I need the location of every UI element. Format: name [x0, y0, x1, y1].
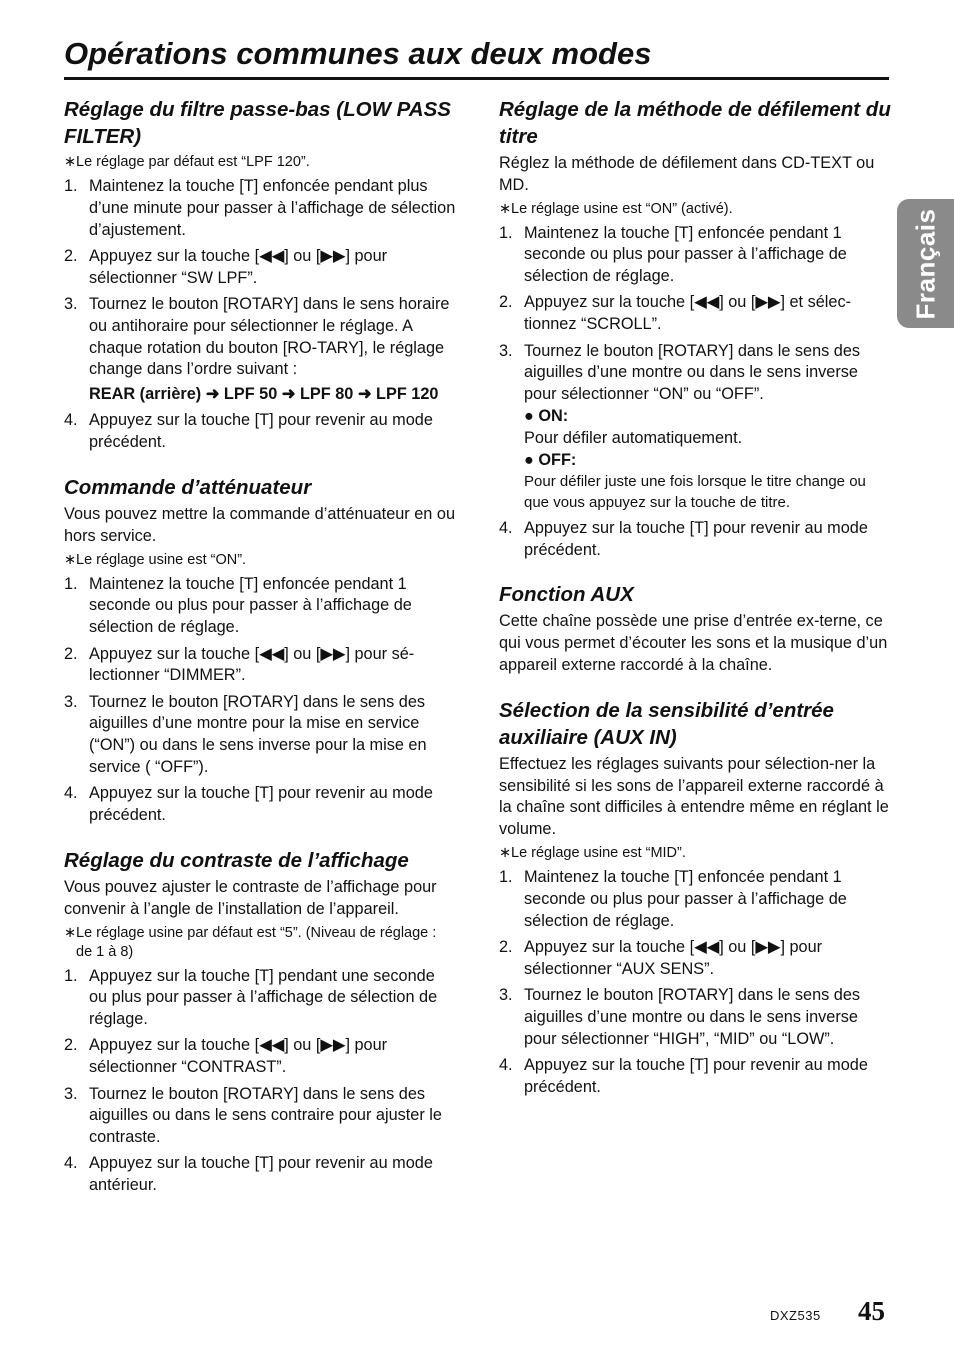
left-column [64, 96, 456, 1217]
section-heading: Réglage du filtre passe-bas (LOW PASS FILTER) [64, 98, 451, 148]
model-number: DXZ535 [770, 1308, 821, 1323]
step-text: Appuyez sur la touche [T] pour revenir au mode précédent. [524, 1055, 868, 1096]
step-number: 1. [499, 868, 513, 887]
step-text: Appuyez sur la touche [◀◀] ou [▶▶] et sélec-tionnez “SCROLL”. [524, 293, 852, 334]
section-contrast [64, 847, 456, 1197]
section-heading: Réglage de la méthode de défilement du titre [499, 98, 891, 148]
list-item [64, 410, 456, 454]
steps-list [64, 176, 456, 454]
step-number: 2. [64, 1036, 78, 1055]
step-text: Tournez le bouton [ROTARY] dans le sens des aiguilles d’une montre ou dans le sens inverse pour sélectionner “ON” ou “OFF”. [524, 341, 861, 404]
step-text: Maintenez la touche [T] enfoncée pendant plus d’une minute pour passer à l’affichage de sélection d’ajustement. [89, 177, 456, 239]
default-note: ∗ Le réglage usine est “ON” (activé). [499, 200, 891, 219]
step-number: 1. [64, 966, 78, 985]
step-number: 1. [64, 574, 78, 593]
step-text: Appuyez sur la touche [◀◀] ou [▶▶] pour sélectionner “SW LPF”. [89, 246, 388, 287]
step-number: 4. [64, 411, 78, 430]
list-item [499, 223, 891, 288]
step-text: Appuyez sur la touche [T] pendant une seconde ou plus pour passer à l’affichage de sélection de réglage. [89, 966, 438, 1029]
list-item [64, 1084, 456, 1149]
option-on-label: ● ON: [524, 406, 569, 425]
default-note: ∗ Le réglage usine est “MID”. [499, 844, 891, 863]
step-number: 4. [499, 518, 513, 537]
step-number: 2. [499, 937, 513, 956]
step-text: Appuyez sur la touche [◀◀] ou [▶▶] pour sélectionner “CONTRAST”. [89, 1036, 388, 1077]
section-heading: Sélection de la sensibilité d’entrée auxiliaire (AUX IN) [499, 698, 834, 749]
step-text: Appuyez sur la touche [T] pour revenir au mode précédent. [89, 411, 433, 452]
section-intro: Vous pouvez ajuster le contraste de l’affichage pour convenir à l’angle de l’installation de l’appareil. [64, 877, 437, 918]
list-item [64, 692, 456, 779]
step-text: Appuyez sur la touche [T] pour revenir au mode précédent. [524, 518, 868, 559]
step-number: 3. [64, 692, 78, 711]
list-item [499, 518, 891, 562]
section-aux-function [499, 581, 891, 676]
option-off-label: ● OFF: [524, 450, 577, 469]
step-text: Tournez le bouton [ROTARY] dans le sens des aiguilles d’une montre pour la mise en service (“ON”) ou dans le sens inverse pour la mise en service ( “OFF”). [89, 692, 427, 777]
step-number: 2. [64, 246, 78, 265]
step-text: Maintenez la touche [T] enfoncée pendant 1 seconde ou plus pour passer à l’affichage de sélection de réglage. [524, 223, 847, 286]
section-intro: Cette chaîne possède une prise d’entrée ex-terne, ce qui vous permet d’écouter les sons et la musique d’un appareil externe raccordé à la chaîne. [499, 612, 888, 675]
step-text: Maintenez la touche [T] enfoncée pendant 1 seconde ou plus pour passer à l’affichage de sélection de réglage. [89, 574, 412, 637]
step-number: 2. [64, 644, 78, 663]
section-heading: Commande d’atténuateur [64, 476, 312, 500]
page-number: 45 [858, 1296, 885, 1326]
step-number: 3. [499, 341, 513, 360]
list-item [499, 937, 891, 981]
step-text: Maintenez la touche [T] enfoncée pendant 1 seconde ou plus pour passer à l’affichage de sélection de réglage. [524, 868, 847, 930]
step-text: Appuyez sur la touche [◀◀] ou [▶▶] pour sélectionner “AUX SENS”. [524, 937, 823, 978]
section-heading: Réglage du contraste de l’affichage [64, 848, 409, 872]
step-number: 1. [499, 223, 513, 242]
list-item [499, 867, 891, 932]
default-note: ∗ Le réglage par défaut est “LPF 120”. [64, 153, 456, 172]
list-item [499, 341, 891, 514]
list-item [64, 966, 456, 1031]
default-note: ∗ Le réglage usine par défaut est “5”. (Niveau de réglage : de 1 à 8) [64, 924, 456, 962]
list-item [64, 294, 456, 406]
step-text: Tournez le bouton [ROTARY] dans le sens horaire ou antihoraire pour sélectionner le réglage. A chaque rotation du bouton [RO-TARY], le réglage change dans l’ordre suivant : [89, 294, 450, 379]
list-item [499, 1055, 891, 1099]
section-intro: Effectuez les réglages suivants pour sélection-ner la sensibilité si les sons de l’appareil externe raccordé à la chaîne sont difficiles à entendre même en réglant le volume. [499, 754, 889, 839]
section-title-scroll [499, 96, 891, 561]
step-number: 3. [64, 1084, 78, 1103]
language-tab [897, 199, 954, 328]
step-number: 3. [499, 986, 513, 1005]
step-number: 4. [499, 1055, 513, 1074]
step-number: 2. [499, 293, 513, 312]
step-number: 4. [64, 784, 78, 803]
language-tab-label: Français [910, 208, 940, 319]
step-text: Tournez le bouton [ROTARY] dans le sens des aiguilles ou dans le sens contraire pour ajuster le contraste. [89, 1084, 442, 1147]
step-text: Appuyez sur la touche [T] pour revenir au mode antérieur. [89, 1154, 433, 1195]
section-heading: Fonction AUX [499, 583, 634, 607]
list-item [64, 644, 456, 688]
default-note: ∗ Le réglage usine est “ON”. [64, 551, 456, 570]
list-item [64, 783, 456, 827]
lpf-sequence: REAR (arrière) ➜ LPF 50 ➜ LPF 80 ➜ LPF 120 [89, 385, 439, 404]
list-item [64, 246, 456, 290]
step-text: Appuyez sur la touche [◀◀] ou [▶▶] pour sé-lectionner “DIMMER”. [89, 644, 415, 685]
section-aux-in-sensitivity [499, 697, 891, 1099]
steps-list [64, 966, 456, 1197]
step-text: Tournez le bouton [ROTARY] dans le sens des aiguilles d’une montre ou dans le sens inverse pour sélectionner “HIGH”, “MID” ou “LOW”. [524, 986, 861, 1048]
section-intro: Vous pouvez mettre la commande d’atténuateur en ou hors service. [64, 505, 455, 545]
list-item [499, 985, 891, 1050]
steps-list [499, 867, 891, 1098]
section-low-pass-filter [64, 96, 456, 454]
list-item [499, 292, 891, 336]
section-intro: Réglez la méthode de défilement dans CD-TEXT ou MD. [499, 154, 875, 194]
right-column [499, 96, 891, 1119]
list-item [64, 176, 456, 241]
option-off-text: Pour défiler juste une fois lorsque le titre change ou que vous appuyez sur la touche de titre. [524, 473, 866, 512]
list-item [64, 1153, 456, 1197]
option-on-text: Pour défiler automatiquement. [524, 428, 743, 447]
step-number: 3. [64, 294, 78, 313]
list-item [64, 574, 456, 639]
title-underline [64, 77, 889, 80]
page-title: Opérations communes aux deux modes [64, 36, 652, 71]
steps-list [499, 223, 891, 562]
list-item [64, 1035, 456, 1079]
step-number: 1. [64, 177, 78, 195]
steps-list [64, 574, 456, 827]
section-dimmer [64, 474, 456, 827]
step-number: 4. [64, 1154, 78, 1173]
step-text: Appuyez sur la touche [T] pour revenir au mode précédent. [89, 784, 433, 825]
